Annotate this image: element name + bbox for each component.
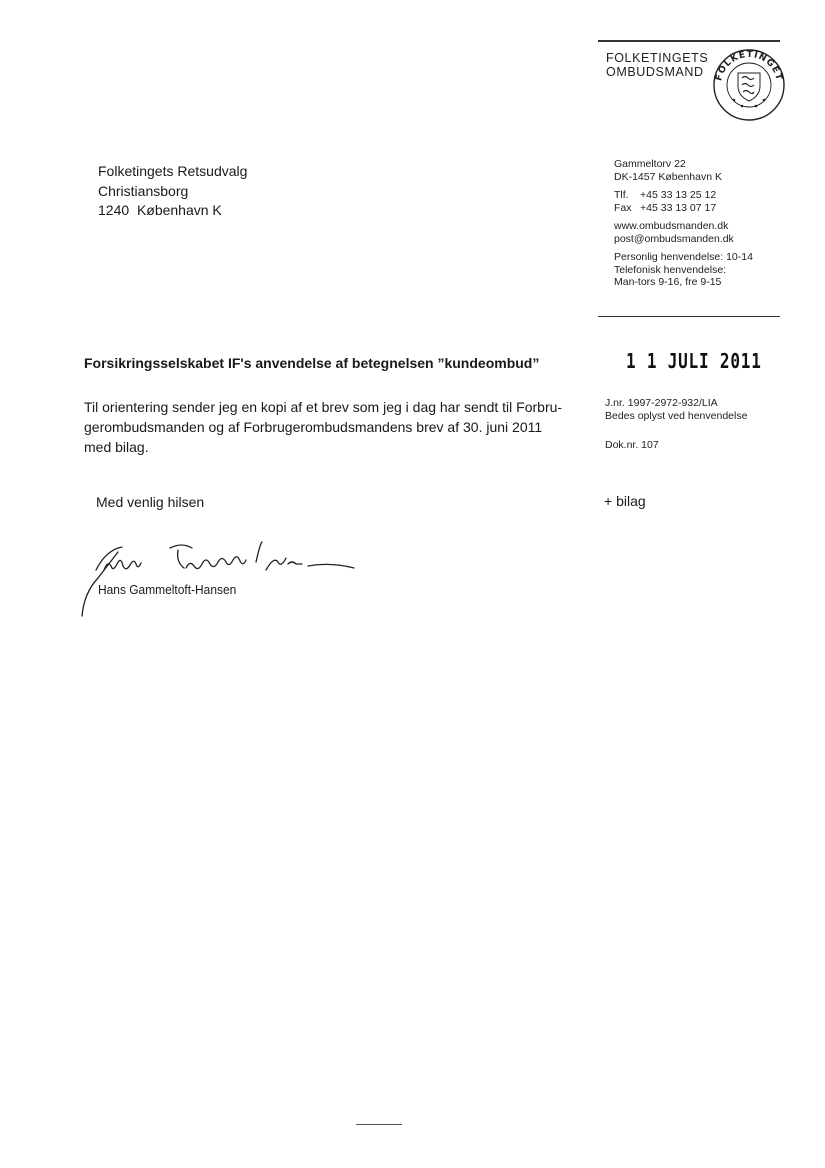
footer-rule [356, 1124, 402, 1125]
phone-label: Tlf. [614, 189, 629, 201]
org-name-line1: FOLKETINGETS [606, 51, 709, 65]
recipient-name: Folketingets Retsudvalg [98, 163, 248, 179]
sender-phone-line [614, 189, 753, 202]
recipient-building: Christiansborg [98, 182, 189, 199]
svg-text:FOLKETINGET [714, 50, 783, 82]
sender-fax-line [614, 202, 753, 215]
hours-personal: Personlig henvendelse: 10-14 [614, 251, 753, 263]
phone-number: +45 33 13 25 12 [640, 189, 717, 201]
letter-body [84, 397, 584, 457]
body-line: Til orientering sender jeg en kopi af et brev som jeg i dag har sendt til Forbru- [84, 399, 563, 415]
body-line: med bilag. [84, 439, 149, 455]
reference-block [605, 397, 747, 422]
recipient-city: København K [136, 202, 222, 218]
sender-email: post@ombudsmanden.dk [614, 232, 734, 245]
handwritten-signature-icon [70, 538, 370, 618]
fax-label: Fax [614, 201, 632, 214]
sender-postal: DK-1457 København K [614, 170, 722, 183]
sender-street: Gammeltorv 22 [614, 158, 686, 170]
parliament-seal-icon [712, 48, 786, 122]
enclosure-note: + bilag [604, 493, 646, 509]
body-line: gerombudsmanden og af Forbrugerombudsmandens brev af 30. juni 2011 [84, 419, 543, 435]
journal-number: J.nr. 1997-2972-932/LIA [605, 397, 718, 409]
date-stamp: 1 1 JULI 2011 [626, 349, 762, 373]
sender-website: www.ombudsmanden.dk [614, 220, 729, 232]
recipient-postal-line [98, 201, 247, 221]
fax-number: +45 33 13 07 17 [640, 201, 717, 214]
letterhead-bottom-rule [598, 316, 780, 317]
letterhead-org-name [606, 51, 708, 79]
document-number: Dok.nr. 107 [605, 439, 659, 451]
seal-text: FOLKETINGET [714, 49, 784, 83]
sender-contact-block [614, 158, 753, 289]
recipient-postcode: 1240 [98, 202, 130, 218]
letterhead-top-rule [598, 40, 780, 42]
org-name-line2: OMBUDSMAND [606, 65, 704, 79]
hours-phone-label: Telefonisk henvendelse: [614, 263, 727, 276]
closing-greeting: Med venlig hilsen [96, 494, 205, 510]
letter-subject: Forsikringsselskabet IF's anvendelse af betegnelsen ”kundeombud” [84, 355, 540, 371]
signer-name: Hans Gammeltoft-Hansen [98, 582, 237, 597]
hours-phone: Man-tors 9-16, fre 9-15 [614, 276, 722, 288]
reference-note: Bedes oplyst ved henvendelse [605, 409, 748, 422]
recipient-address [98, 162, 247, 221]
